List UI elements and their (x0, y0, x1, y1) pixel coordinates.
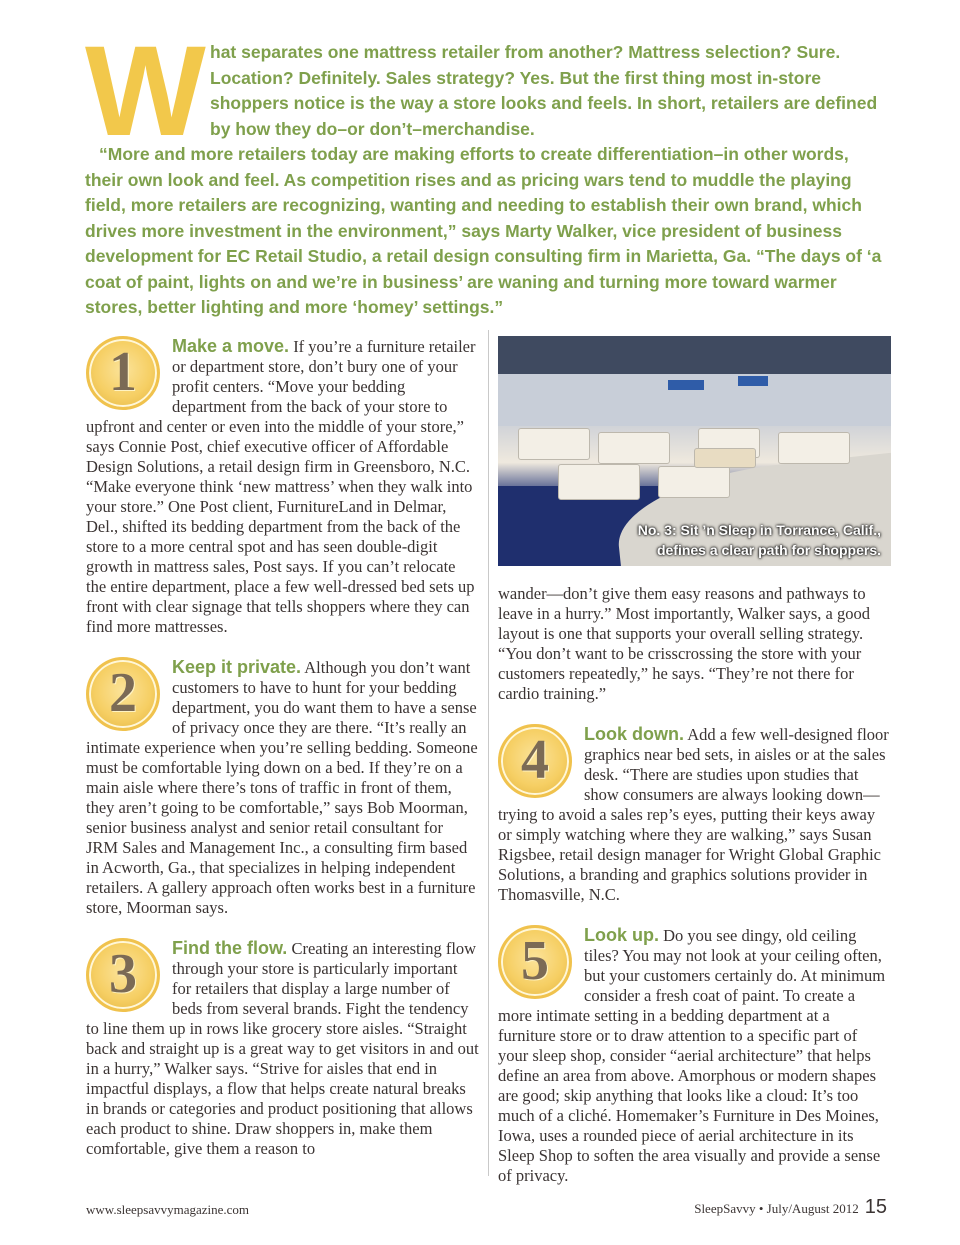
tip-4-heading: Look down. (584, 724, 684, 744)
photo-caption-line-1: No. 3: Sit ’n Sleep in Torrance, Calif., (637, 522, 881, 538)
photo-bed (778, 432, 850, 464)
photo-ceiling (498, 336, 891, 374)
drop-cap: W (85, 20, 206, 163)
tip-3-heading: Find the flow. (172, 938, 288, 958)
photo-sign (738, 376, 768, 386)
right-column (498, 336, 891, 1186)
tip-2-body: Although you don’t want customers to have to hunt for your bedding department, you do want them to have a sense of privacy once they are there. “It’s really an intimate experience when you’re selling bedding. Someone must be comfortable lying down on a bed. If they’re on a main aisle where there’s tons of traffic in front of them, they aren’t going to be comfortable,” says Bob Moorman, senior business analyst and senior retail consultant for JRM Sales and Management Inc., a consulting firm based in Acworth, Ga., that specializes in helping independent retailers. A gallery approach often works best in a furniture store, Moorman says. (86, 658, 478, 917)
column-divider (488, 330, 489, 1176)
tip-3-continuation: wander—don’t give them easy reasons and pathways to leave in a hurry.” Most importantly, Walker says, a good layout is one that supports your overall selling strategy. “You don’t want to be crisscrossing the store with your customers repeatedly,” he says. “They’re not there for cardio training.” (498, 584, 870, 703)
tip-2 (86, 657, 479, 918)
tip-5 (498, 925, 891, 1186)
number-badge-4: 4 (498, 724, 572, 798)
number-badge-5: 5 (498, 925, 572, 999)
photo-sign (668, 380, 704, 390)
footer-magazine-issue: SleepSavvy • July/August 2012 (694, 1201, 859, 1216)
page-number: 15 (864, 1196, 887, 1218)
tip-3-body: Creating an interesting flow through your store is particularly important for retailers that display a large number of beds from several brands. Fight the tendency to line them up in rows like grocery store aisles. “Straight back and straight up is a great way to get visitors in and out in a hurry,” Walker says. “Strive for aisles that end in impactful displays, a flow that helps create natural breaks in brands or categories and product positioning that allows each product to shine. Draw shoppers in, make them comfortable, give them a reason to (86, 939, 479, 1158)
tip-1-heading: Make a move. (172, 336, 290, 356)
tip-4-body: Add a few well-designed floor graphics near bed sets, in aisles or at the sales desk. “There are studies upon studies that show consumers are always looking down—trying to avoid a sales rep’s eyes, putting their keys away or simply watching where they are walking,” says Susan Rigsbee, retail design manager for Wright Global Graphic Solutions, a branding and graphics solutions provider in Thomasville, N.C. (498, 725, 889, 904)
number-badge-2: 2 (86, 657, 160, 731)
photo-bed (518, 428, 590, 460)
photo-caption (613, 520, 881, 560)
number-badge-3: 3 (86, 938, 160, 1012)
tip-4 (498, 724, 891, 905)
intro-quote-paragraph: “More and more retailers today are making efforts to create differentiation–in other words, their own look and feel. As competition rises and as pricing wars tend to muddle the playing field, more retailers are recognizing, wanting and needing to establish their own brand, which drives more investment in the environment,” says Marty Walker, vice president of business development for EC Retail Studio, a retail design consulting firm in Marietta, Ga. “The days of ‘a coat of paint, lights on and we’re in business’ are waning and turning more toward warmer stores, better lighting and more ‘homey’ settings.” (85, 144, 882, 317)
photo-bed (658, 466, 730, 498)
photo-caption-line-2: defines a clear path for shoppers. (656, 542, 881, 558)
tip-5-body: Do you see dingy, old ceiling tiles? You may not look at your ceiling often, but your customers certainly do. At minimum consider a fresh coat of paint. To create a more intimate setting in a bedding department at a furniture store or to draw attention to a specific part of your sleep shop, consider “aerial architecture” that helps define an area from above. Amorphous or modern shapes are good; skip anything that looks like a cloud: It’s too much of a cliché. Homemaker’s Furniture in Des Moines, Iowa, uses a rounded piece of aerial architecture in its Sleep Shop to soften the area visually and provide a sense of privacy. (498, 926, 886, 1185)
intro (85, 20, 885, 321)
tip-1 (86, 336, 479, 637)
photo-bed (558, 464, 640, 500)
footer-website: www.sleepsavvymagazine.com (86, 1202, 250, 1217)
store-photo (498, 336, 891, 566)
photo-bed (694, 448, 756, 468)
tip-5-heading: Look up. (584, 925, 659, 945)
tip-3 (86, 938, 479, 1159)
left-column (86, 336, 479, 1159)
photo-bed (598, 432, 670, 464)
number-badge-1: 1 (86, 336, 160, 410)
footer-issue (694, 1196, 887, 1219)
tip-1-body: If you’re a furniture retailer or department store, don’t bury one of your profit centers. “Move your bedding department from the back of your store to upfront and center or even into the middle of your store,” says Connie Post, chief executive officer of Affordable Design Solutions, a retail design firm in Greensboro, N.C. “Make everyone think ‘new mattress’ when they walk into your store.” One Post client, FurnitureLand in Delmar, Del., shifted its bedding department from the back of the store to a more central spot and has seen double-digit growth in mattress sales, Post says. If you can’t relocate the entire department, place a few well-dressed bed sets up front with clear signage that tells shoppers where they can find more mattresses. (86, 337, 476, 636)
tip-2-heading: Keep it private. (172, 657, 302, 677)
intro-lead-paragraph: hat separates one mattress retailer from another? Mattress selection? Sure. Location? Definitely. Sales strategy? Yes. But the first thing most in-store shoppers notice is the way a store looks and feels. In short, retailers are defined by how they do–or don’t–merchandise. (210, 42, 878, 139)
